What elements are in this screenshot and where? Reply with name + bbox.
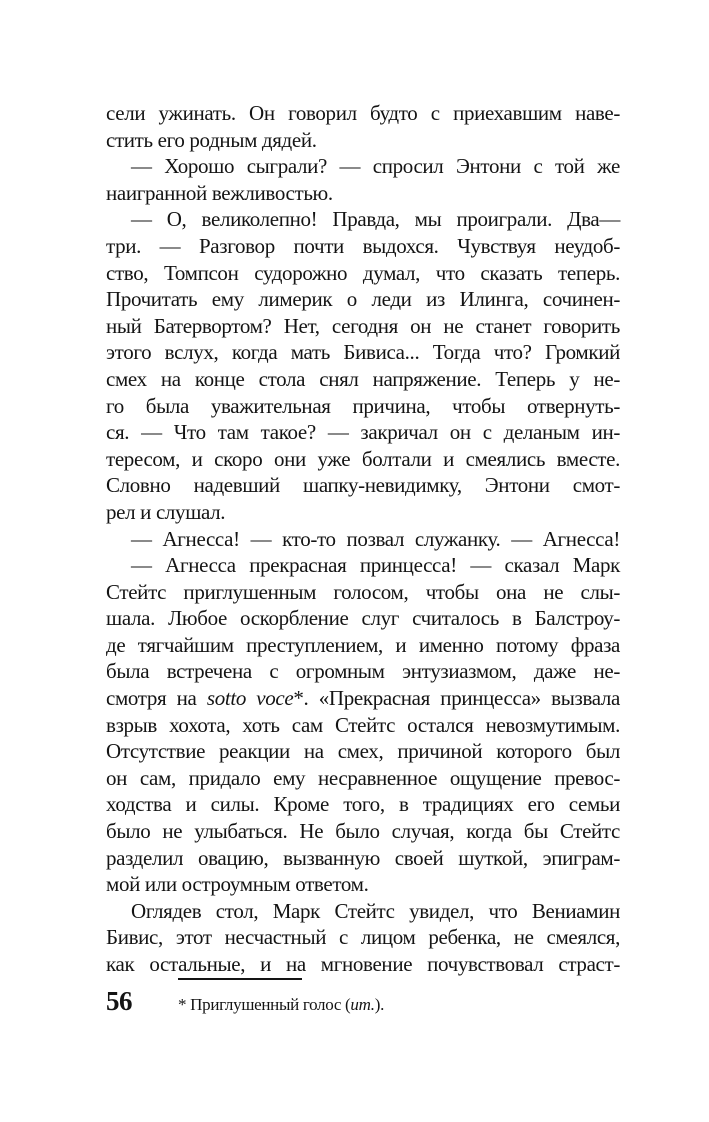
text-line: как остальные, и на мгновение почувствовал страст- [106,952,620,976]
text-line: тересом, и скоро они уже болтали и смеялись вместе. [106,446,620,471]
footnote [178,995,384,1015]
text-line: смех на конце стола снял напряжение. Теперь у не- [106,366,620,391]
text-line: наигранной вежливостью. [106,180,333,205]
text-line: ный Батервортом? Нет, сегодня он не станет говорить [106,313,620,338]
text-line: этого вслух, когда мать Бивиса... Тогда что? Громкий [106,340,620,365]
text-line: шала. Любое оскорбление слуг считалось в Балстроу- [106,606,620,631]
footnote-rule [178,978,302,980]
text-segment: смотря на [106,686,207,711]
text-line: Словно надевший шапку-невидимку, Энтони смот- [106,473,620,498]
text-line: было не улыбаться. Не было случая, когда бы Стейтс [106,819,620,844]
text-line: он сам, придало ему несравненное ощущение превос- [106,765,620,790]
text-line-with-italic [106,685,620,712]
text-segment: *. «Прекрасная принцесса» вызвала [293,686,620,711]
page-number: 56 [106,986,132,1016]
italic-phrase: sotto voce [206,686,294,711]
text-line: — Агнесса! — кто-то позвал служанку. — Агнесса! [131,526,620,551]
text-line: стить его родным дядей. [106,127,317,152]
text-line: разделил овацию, вызванную своей шуткой, эпиграм- [106,845,620,870]
text-line: Прочитать ему лимерик о леди из Илинга, сочинен- [106,287,620,312]
text-line: ство, Томпсон судорожно думал, что сказать теперь. [106,260,620,285]
text-line: го была уважительная причина, чтобы отвернуть- [106,393,620,418]
footnote-text-end: ). [374,995,385,1014]
text-line: сели ужинать. Он говорил будто с приехавшим наве- [106,101,620,125]
text-line: была встречена с огромным энтузиазмом, даже не- [106,659,620,684]
text-line: рел и слушал. [106,499,226,524]
text-line: — Агнесса прекрасная принцесса! — сказал Марк [131,553,620,578]
footnote-italic: ит. [350,995,375,1014]
text-line: Стейтс приглушенным голосом, чтобы она не слы- [106,579,620,604]
text-line: Бивис, этот несчастный с лицом ребенка, не смеялся, [106,925,620,950]
text-line: мой или остроумным ответом. [106,872,369,897]
text-line: взрыв хохота, хоть сам Стейтс остался невозмутимым. [106,712,620,737]
text-line: три. — Разговор почти выдохся. Чувствуя неудоб- [106,233,620,258]
text-line: Оглядев стол, Марк Стейтс увидел, что Вениамин [131,898,620,923]
page-body [106,100,620,978]
text-line: де тягчайшим преступлением, и именно потому фраза [106,632,620,657]
text-line: ходства и силы. Кроме того, в традициях его семьи [106,792,620,817]
text-line: Отсутствие реакции на смех, причиной которого был [106,739,620,764]
footnote-text: * Приглушенный голос ( [178,995,351,1014]
text-line: ся. — Что там такое? — закричал он с деланым ин- [106,420,620,445]
text-line: — Хорошо сыграли? — спросил Энтони с той же [131,154,620,179]
text-line: — О, великолепно! Правда, мы проиграли. Два— [131,207,620,232]
